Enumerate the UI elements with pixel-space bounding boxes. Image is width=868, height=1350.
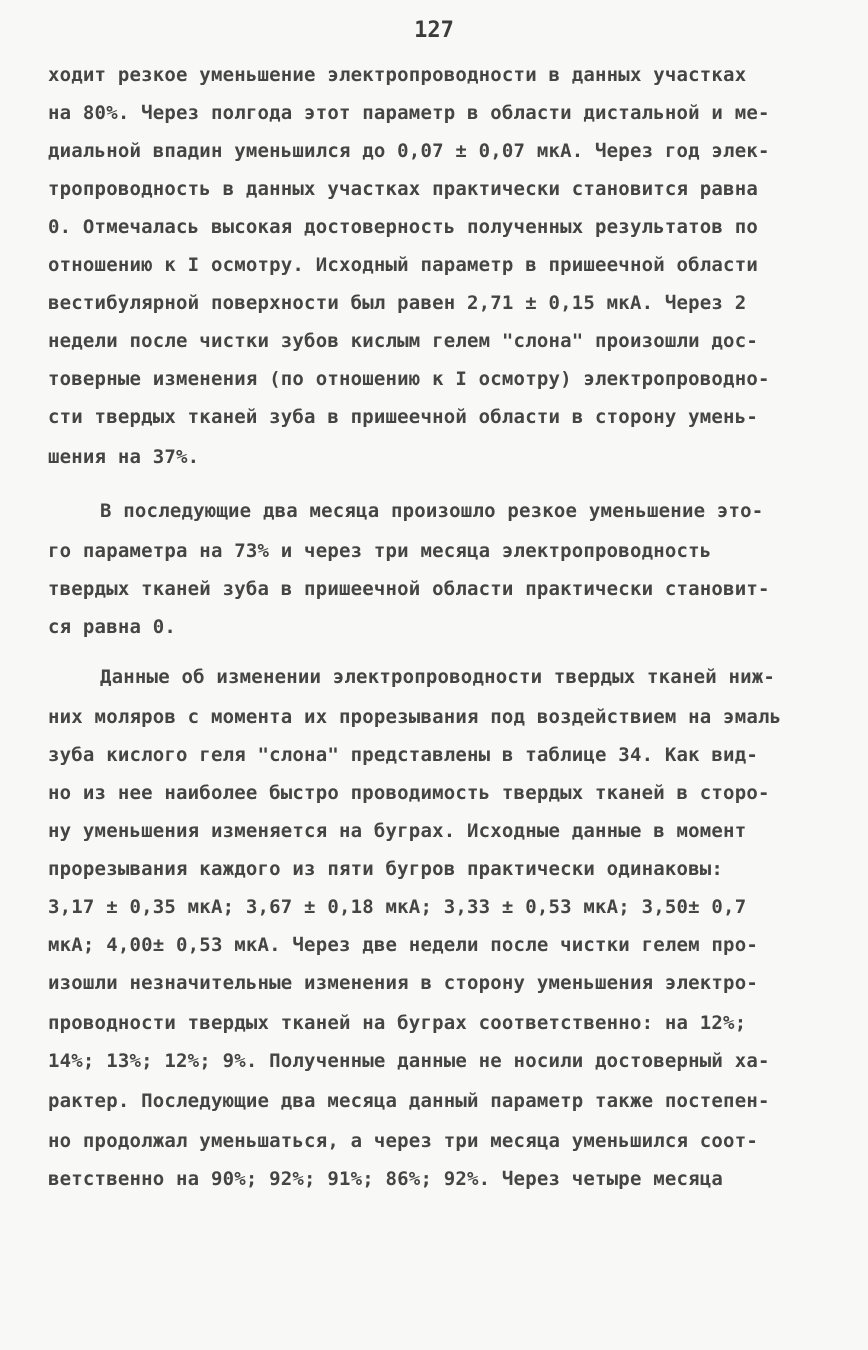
text-line: но из нее наиболее быстро проводимость твердых тканей в сторо- xyxy=(48,782,770,804)
text-line: ну уменьшения изменяется на буграх. Исходные данные в момент xyxy=(48,820,747,842)
text-line: товерные изменения (по отношению к I осмотру) электропроводно- xyxy=(48,368,770,390)
text-line: недели после чистки зубов кислым гелем "слона" произошли дос- xyxy=(48,330,758,352)
text-line: 0. Отмечалась высокая достоверность полученных результатов по xyxy=(48,216,758,238)
text-line: диальной впадин уменьшился до 0,07 ± 0,07 мкА. Через год элек- xyxy=(48,140,770,162)
text-line: но продолжал уменьшаться, а через три месяца уменьшился соот- xyxy=(48,1130,758,1152)
text-line: мкА; 4,00± 0,53 мкА. Через две недели после чистки гелем про- xyxy=(48,934,758,956)
text-line: прорезывания каждого из пяти бугров практически одинаковы: xyxy=(48,858,724,880)
text-line: рактер. Последующие два месяца данный параметр также постепен- xyxy=(48,1090,770,1112)
text-line: тропроводность в данных участках практически становится равна xyxy=(48,178,758,200)
text-line: отношению к I осмотру. Исходный параметр в пришеечной области xyxy=(48,254,758,276)
text-line: на 80%. Через полгода этот параметр в области дистальной и ме- xyxy=(48,102,770,124)
text-line: зуба кислого геля "слона" представлены в таблице 34. Как вид- xyxy=(48,744,758,766)
text-line: шения на 37%. xyxy=(48,446,200,468)
text-line: вестибулярной поверхности был равен 2,71 ± 0,15 мкА. Через 2 xyxy=(48,292,747,314)
text-line: Данные об изменении электропроводности твердых тканей ниж- xyxy=(100,666,776,688)
page-number: 127 xyxy=(414,18,454,43)
text-line: ветственно на 90%; 92%; 91%; 86%; 92%. Через четыре месяца xyxy=(48,1168,724,1190)
text-line: го параметра на 73% и через три месяца электропроводность xyxy=(48,540,712,562)
text-line: проводности твердых тканей на буграх соответственно: на 12%; xyxy=(48,1012,747,1034)
text-line: изошли незначительные изменения в сторону уменьшения электро- xyxy=(48,972,758,994)
text-line: В последующие два месяца произошло резкое уменьшение это- xyxy=(100,500,764,522)
text-line: твердых тканей зуба в пришеечной области практически становит- xyxy=(48,578,770,600)
text-line: ходит резкое уменьшение электропроводности в данных участках xyxy=(48,64,747,86)
text-line: ся равна 0. xyxy=(48,616,177,638)
text-line: сти твердых тканей зуба в пришеечной области в сторону умень- xyxy=(48,406,758,428)
text-line: 3,17 ± 0,35 мкА; 3,67 ± 0,18 мкА; 3,33 ± 0,53 мкА; 3,50± 0,7 xyxy=(48,896,747,918)
text-line: них моляров с момента их прорезывания под воздействием на эмаль xyxy=(48,706,782,728)
text-line: 14%; 13%; 12%; 9%. Полученные данные не носили достоверный ха- xyxy=(48,1050,770,1072)
